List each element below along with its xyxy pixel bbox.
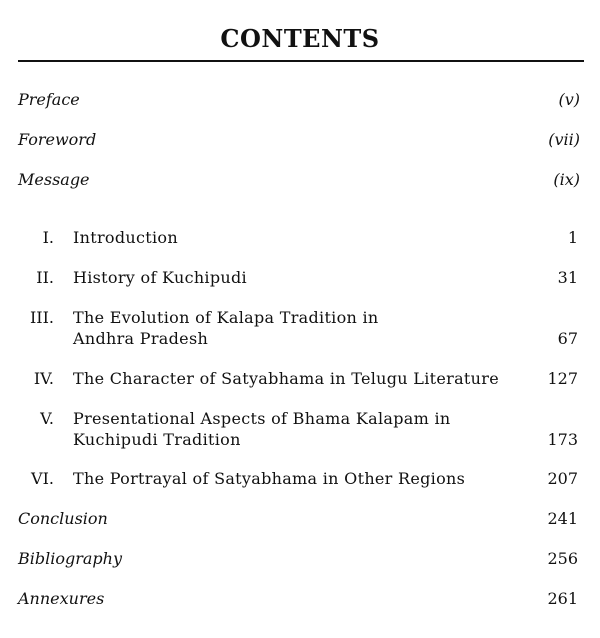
- chapter-title: The Evolution of Kalapa Tradition in: [73, 308, 379, 327]
- chapter-number: VI.: [31, 469, 54, 488]
- chapter-page: 207: [547, 469, 578, 488]
- toc-entry-label: Annexures: [18, 589, 105, 608]
- chapter-page: 1: [567, 228, 578, 247]
- toc-entry-page: (vii): [548, 130, 580, 149]
- chapter-number: I.: [42, 228, 54, 247]
- chapter-number: III.: [29, 308, 54, 327]
- toc-entry-label: Preface: [18, 90, 80, 109]
- chapter-page: 127: [547, 369, 578, 388]
- toc-entry-page: 241: [547, 509, 578, 528]
- chapter-title: Introduction: [73, 228, 178, 247]
- toc-entry-label: Foreword: [18, 130, 97, 149]
- toc-entry-page: (ix): [553, 170, 580, 189]
- toc-entry-label: Bibliography: [18, 549, 122, 568]
- toc-entry-page: 261: [547, 589, 578, 608]
- toc-entry-page: 256: [547, 549, 578, 568]
- chapter-title-line-2: Kuchipudi Tradition: [73, 430, 241, 449]
- chapter-page: 173: [547, 430, 578, 449]
- toc-entry-label: Message: [18, 170, 90, 189]
- chapter-page: 67: [557, 329, 578, 348]
- chapter-number: V.: [40, 409, 54, 428]
- page-title: CONTENTS: [220, 24, 380, 53]
- toc-entry-page: (v): [558, 90, 580, 109]
- chapter-number: IV.: [33, 369, 54, 388]
- chapter-page: 31: [557, 268, 578, 287]
- chapter-title: Presentational Aspects of Bhama Kalapam in: [73, 409, 451, 428]
- chapter-title-line-2: Andhra Pradesh: [73, 329, 209, 348]
- chapter-title: The Character of Satyabhama in Telugu Literature: [73, 369, 499, 388]
- chapter-title: The Portrayal of Satyabhama in Other Regions: [73, 469, 466, 488]
- chapter-number: II.: [36, 268, 54, 287]
- title-divider: [18, 60, 584, 62]
- chapter-title: History of Kuchipudi: [73, 268, 247, 287]
- toc-entry-label: Conclusion: [18, 509, 108, 528]
